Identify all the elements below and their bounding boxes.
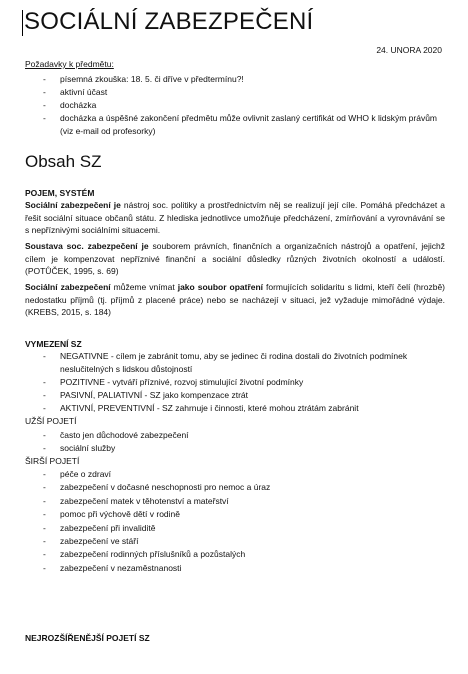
- document-date[interactable]: 24. UNORA 2020: [376, 45, 442, 55]
- paragraph-definition-3[interactable]: Sociální zabezpečení můžeme vnímat jako soubor opatření formujících solidaritu s lidmi, kteří čelí (hrozbě) nedostatku příjmů (tj. příjmů z placené práce) nebo se nacházejí v situaci, jež vyžaduje mimořádné výdaje. (KREBS, 2015, s. 184): [25, 282, 445, 317]
- list-item[interactable]: - aktivní účast: [43, 86, 440, 99]
- list-item[interactable]: - PASIVNÍ, PALIATIVNÍ - SZ jako kompenzace ztrát: [43, 389, 440, 402]
- list-item[interactable]: - písemná zkouška: 18. 5. či dříve v předtermínu?!: [43, 73, 440, 86]
- list-item[interactable]: - zabezpečení rodinných příslušníků a pozůstalých: [43, 548, 270, 561]
- list-item[interactable]: - AKTIVNÍ, PREVENTIVNÍ - SZ zahrnuje i činnosti, které mohou ztrátám zabránit: [43, 402, 440, 415]
- list-item[interactable]: - zabezpečení matek v těhotenství a mateřství: [43, 495, 270, 508]
- paragraph-definition-1[interactable]: Sociální zabezpečení je nástroj soc. politiky a prostřednictvím něj se realizují její cíle. Pomáhá předcházet a řešit sociální situace občanů státu. Z hlediska jednotlivce umožňuje předcházení, zmírňování a vyrovnávání se s nepříznivými sociálními situacemi.: [25, 200, 445, 235]
- pojem-heading[interactable]: POJEM, SYSTÉM: [25, 188, 95, 198]
- wide-concept-list: [43, 468, 270, 575]
- narrow-concept-label[interactable]: UŽŠÍ POJETÍ: [25, 416, 77, 426]
- requirements-heading[interactable]: Požadavky k předmětu:: [25, 59, 114, 69]
- list-item[interactable]: - POZITIVNE - vytváří příznivé, rozvoj stimulující životní podmínky: [43, 376, 440, 389]
- list-item[interactable]: - sociální služby: [43, 442, 189, 455]
- list-item[interactable]: - NEGATIVNE - cílem je zabránit tomu, aby se jedinec či rodina dostali do životních podmínek neslučitelných s lidskou důstojností: [43, 350, 440, 376]
- wide-concept-label[interactable]: ŠIRŠÍ POJETÍ: [25, 456, 80, 466]
- list-item[interactable]: - pomoc při výchově dětí v rodině: [43, 508, 270, 521]
- text-cursor: [22, 10, 23, 36]
- list-item[interactable]: - zabezpečení ve stáří: [43, 535, 270, 548]
- footer-heading[interactable]: NEJROZŠÍŘENĚJŠÍ POJETÍ SZ: [25, 633, 150, 643]
- paragraph-definition-2[interactable]: Soustava soc. zabezpečení je souborem právních, finančních a organizačních nástrojů a opatření, jejichž cílem je kompenzovat nepříznivé finanční a sociální důsledky různých životních okolností a událostí. (POTŮČEK, 1995, s. 69): [25, 241, 445, 276]
- list-item[interactable]: - často jen důchodové zabezpečení: [43, 429, 189, 442]
- vymezeni-list: [43, 350, 440, 415]
- vymezeni-heading[interactable]: VYMEZENÍ SZ: [25, 339, 82, 349]
- list-item[interactable]: - docházka: [43, 99, 440, 112]
- list-item[interactable]: - zabezpečení v nezaměstnanosti: [43, 562, 270, 575]
- section-title[interactable]: Obsah SZ: [25, 152, 102, 171]
- list-item[interactable]: - zabezpečení v dočasné neschopnosti pro nemoc a úraz: [43, 481, 270, 494]
- list-item[interactable]: - zabezpečení při invaliditě: [43, 522, 270, 535]
- requirements-list: [43, 73, 440, 138]
- list-item[interactable]: - péče o zdraví: [43, 468, 270, 481]
- list-item[interactable]: - docházka a úspěšné zakončení předmětu může ovlivnit zaslaný certifikát od WHO k lidským právům (viz e-mail od profesorky): [43, 112, 440, 138]
- document-title[interactable]: SOCIÁLNÍ ZABEZPEČENÍ: [24, 8, 314, 35]
- narrow-concept-list: [43, 429, 189, 455]
